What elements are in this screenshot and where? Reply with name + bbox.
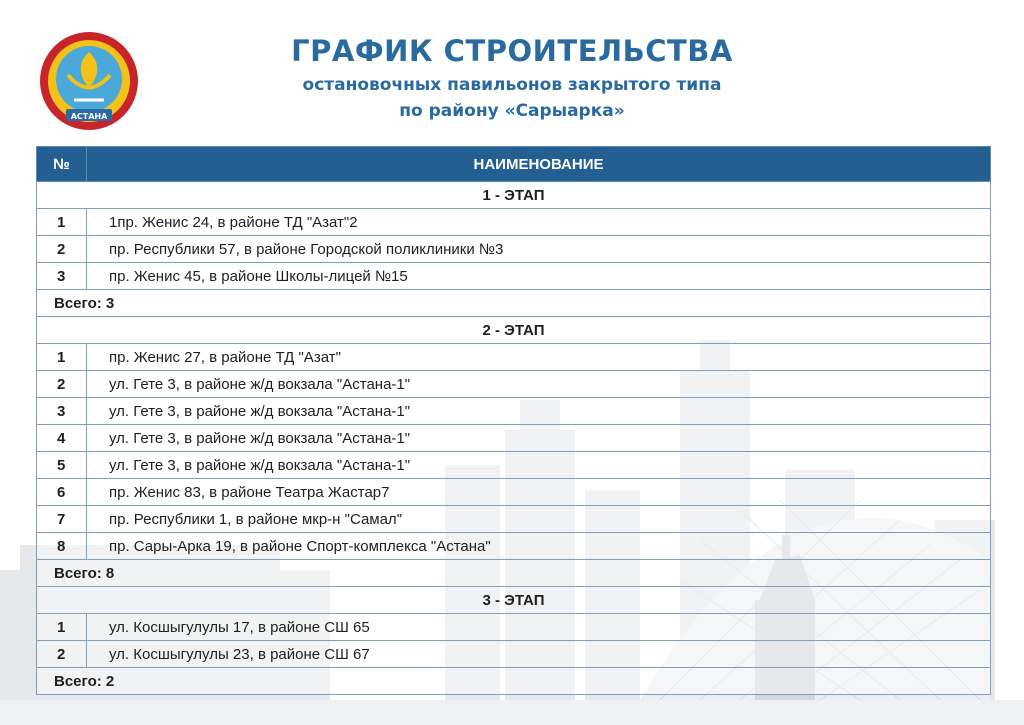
row-number: 2 [37, 641, 87, 668]
table-row [37, 263, 991, 290]
stage-title: 1 - ЭТАП [37, 182, 991, 209]
row-name: пр. Женис 83, в районе Театра Жастар7 [87, 479, 991, 506]
table-row [37, 479, 991, 506]
row-name: ул. Косшыгулулы 23, в районе СШ 67 [87, 641, 991, 668]
page-header [0, 34, 1024, 124]
row-number: 5 [37, 452, 87, 479]
schedule-table [36, 146, 991, 695]
row-name: ул. Гете 3, в районе ж/д вокзала "Астана-1" [87, 452, 991, 479]
table-row [37, 614, 991, 641]
row-number: 6 [37, 479, 87, 506]
schedule-table-wrapper [36, 146, 991, 695]
row-name: ул. Гете 3, в районе ж/д вокзала "Астана-1" [87, 371, 991, 398]
page-subtitle-line1: остановочных павильонов закрытого типа [302, 75, 722, 95]
table-row [37, 452, 991, 479]
row-number: 1 [37, 344, 87, 371]
row-number: 1 [37, 614, 87, 641]
stage-title: 2 - ЭТАП [37, 317, 991, 344]
stage-total: Всего: 8 [37, 560, 991, 587]
table-row [37, 209, 991, 236]
page-title: ГРАФИК СТРОИТЕЛЬСТВА [291, 34, 733, 68]
column-header-name: НАИМЕНОВАНИЕ [87, 147, 991, 182]
table-row [37, 398, 991, 425]
table-header-row [37, 147, 991, 182]
row-number: 2 [37, 371, 87, 398]
stage-row [37, 317, 991, 344]
stage-total: Всего: 2 [37, 668, 991, 695]
row-name: ул. Косшыгулулы 17, в районе СШ 65 [87, 614, 991, 641]
row-name: пр. Сары-Арка 19, в районе Спорт-комплекса "Астана" [87, 533, 991, 560]
page-subtitle-line2: по району «Сарыарка» [399, 101, 625, 121]
stage-row [37, 182, 991, 209]
table-body [37, 182, 991, 695]
table-row [37, 425, 991, 452]
emblem-text: АСТАНА [70, 112, 108, 121]
table-row [37, 371, 991, 398]
stage-total-row [37, 290, 991, 317]
row-number: 3 [37, 263, 87, 290]
row-number: 1 [37, 209, 87, 236]
row-name: ул. Гете 3, в районе ж/д вокзала "Астана-1" [87, 398, 991, 425]
row-name: пр. Женис 45, в районе Школы-лицей №15 [87, 263, 991, 290]
stage-row [37, 587, 991, 614]
row-number: 3 [37, 398, 87, 425]
column-header-number: № [37, 147, 87, 182]
table-row [37, 236, 991, 263]
row-number: 2 [37, 236, 87, 263]
stage-total: Всего: 3 [37, 290, 991, 317]
row-name: 1пр. Женис 24, в районе ТД "Азат"2 [87, 209, 991, 236]
row-name: ул. Гете 3, в районе ж/д вокзала "Астана-1" [87, 425, 991, 452]
row-name: пр. Женис 27, в районе ТД "Азат" [87, 344, 991, 371]
row-name: пр. Республики 57, в районе Городской поликлиники №3 [87, 236, 991, 263]
row-number: 4 [37, 425, 87, 452]
stage-total-row [37, 560, 991, 587]
table-row [37, 641, 991, 668]
table-row [37, 533, 991, 560]
row-name: пр. Республики 1, в районе мкр-н "Самал" [87, 506, 991, 533]
stage-total-row [37, 668, 991, 695]
row-number: 8 [37, 533, 87, 560]
table-row [37, 506, 991, 533]
table-row [37, 344, 991, 371]
row-number: 7 [37, 506, 87, 533]
stage-title: 3 - ЭТАП [37, 587, 991, 614]
